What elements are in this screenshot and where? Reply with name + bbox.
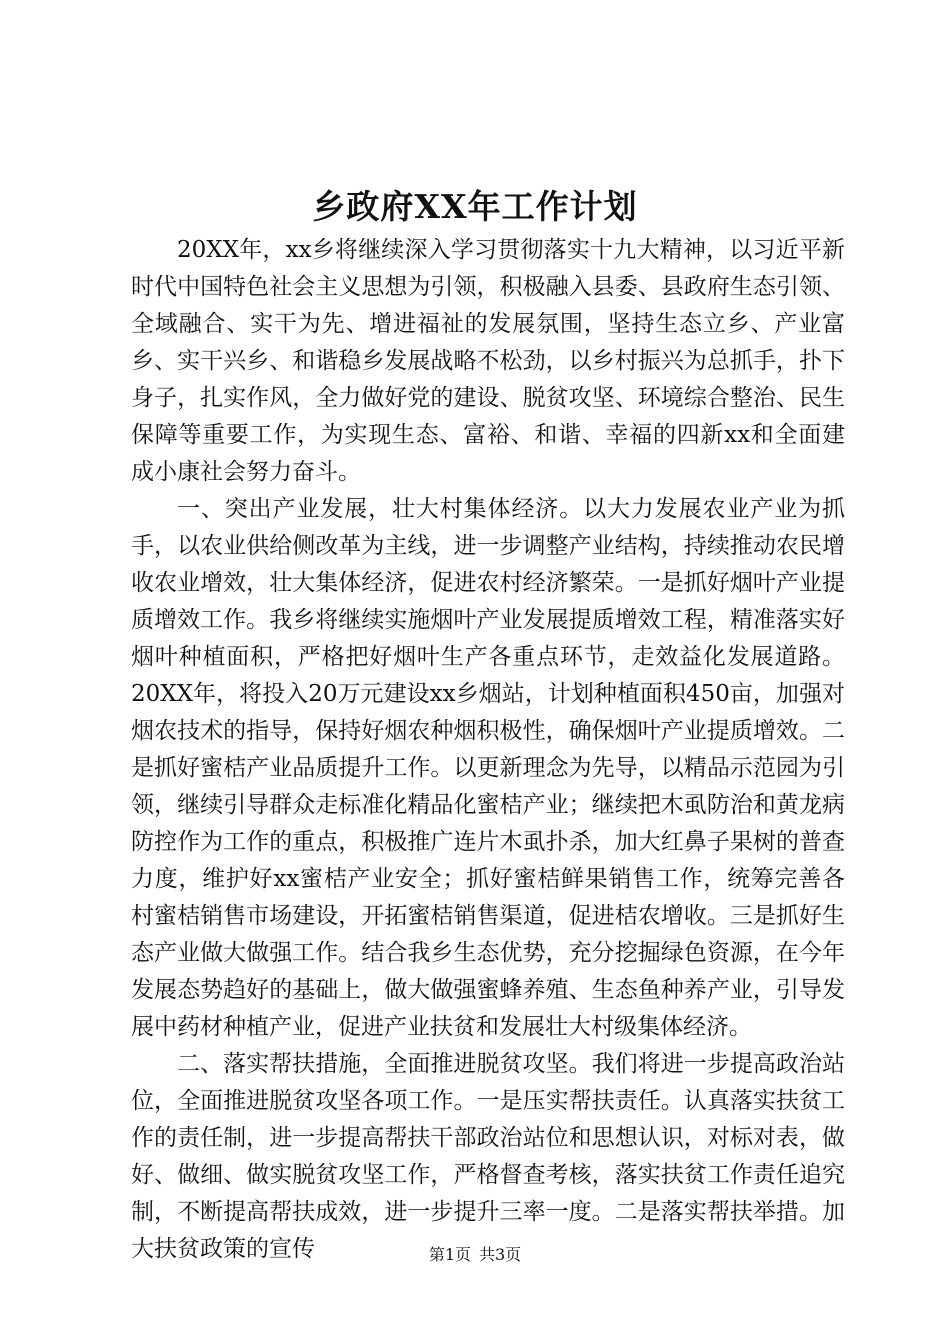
paragraph-intro: 20XX年，xx乡将继续深入学习贯彻落实十九大精神，以习近平新时代中国特色社会主义思想为引领，积极融入县委、县政府生态引领、全域融合、实干为先、增进福祉的发展氛围，坚持生态立乡、产业富乡、实干兴乡、和谐稳乡发展战略不松劲，以乡村振兴为总抓手，扑下身子，扎实作风，全力做好党的建设、脱贫攻坚、环境综合整治、民生保障等重要工作，为实现生态、富裕、和谐、幸福的四新xx和全面建成小康社会努力奋斗。: [131, 237, 845, 485]
document-title: 乡政府XX年工作计划: [312, 187, 638, 226]
page-footer: [0, 1244, 950, 1266]
page-number: 第1页: [428, 1245, 471, 1264]
page-total: 共3页: [479, 1245, 522, 1264]
paragraph-section-2: 二、落实帮扶措施，全面推进脱贫攻坚。我们将进一步提高政治站位，全面推进脱贫攻坚各项工作。一是压实帮扶责任。认真落实扶贫工作的责任制，进一步提高帮扶干部政治站位和思想认识，对标对表，做好、做细、做实脱贫攻坚工作，严格督查考核，落实扶贫工作责任追究制，不断提高帮扶成效，进一步提升三率一度。二是落实帮扶举措。加大扶贫政策的宣传: [131, 1051, 845, 1262]
paragraph-section-1: 一、突出产业发展，壮大村集体经济。以大力发展农业产业为抓手，以农业供给侧改革为主线，进一步调整产业结构，持续推动农民增收农业增效，壮大集体经济，促进农村经济繁荣。一是抓好烟叶产业提质增效工作。我乡将继续实施烟叶产业发展提质增效工程，精准落实好烟叶种植面积，严格把好烟叶生产各重点环节，走效益化发展道路。20XX年，将投入20万元建设xx乡烟站，计划种植面积450亩，加强对烟农技术的指导，保持好烟农种烟积极性，确保烟叶产业提质增效。二是抓好蜜桔产业品质提升工作。以更新理念为先导，以精品示范园为引领，继续引导群众走标准化精品化蜜桔产业；继续把木虱防治和黄龙病防控作为工作的重点，积极推广连片木虱扑杀，加大红鼻子果树的普查力度，维护好xx蜜桔产业安全；抓好蜜桔鲜果销售工作，统筹完善各村蜜桔销售市场建设，开拓蜜桔销售渠道，促进桔农增收。三是抓好生态产业做大做强工作。结合我乡生态优势，充分挖掘绿色资源，在今年发展态势趋好的基础上，做大做强蜜蜂养殖、生态鱼种养产业，引导发展中药材种植产业，促进产业扶贫和发展壮大村级集体经济。: [131, 496, 845, 1040]
document-body: [131, 232, 845, 1268]
